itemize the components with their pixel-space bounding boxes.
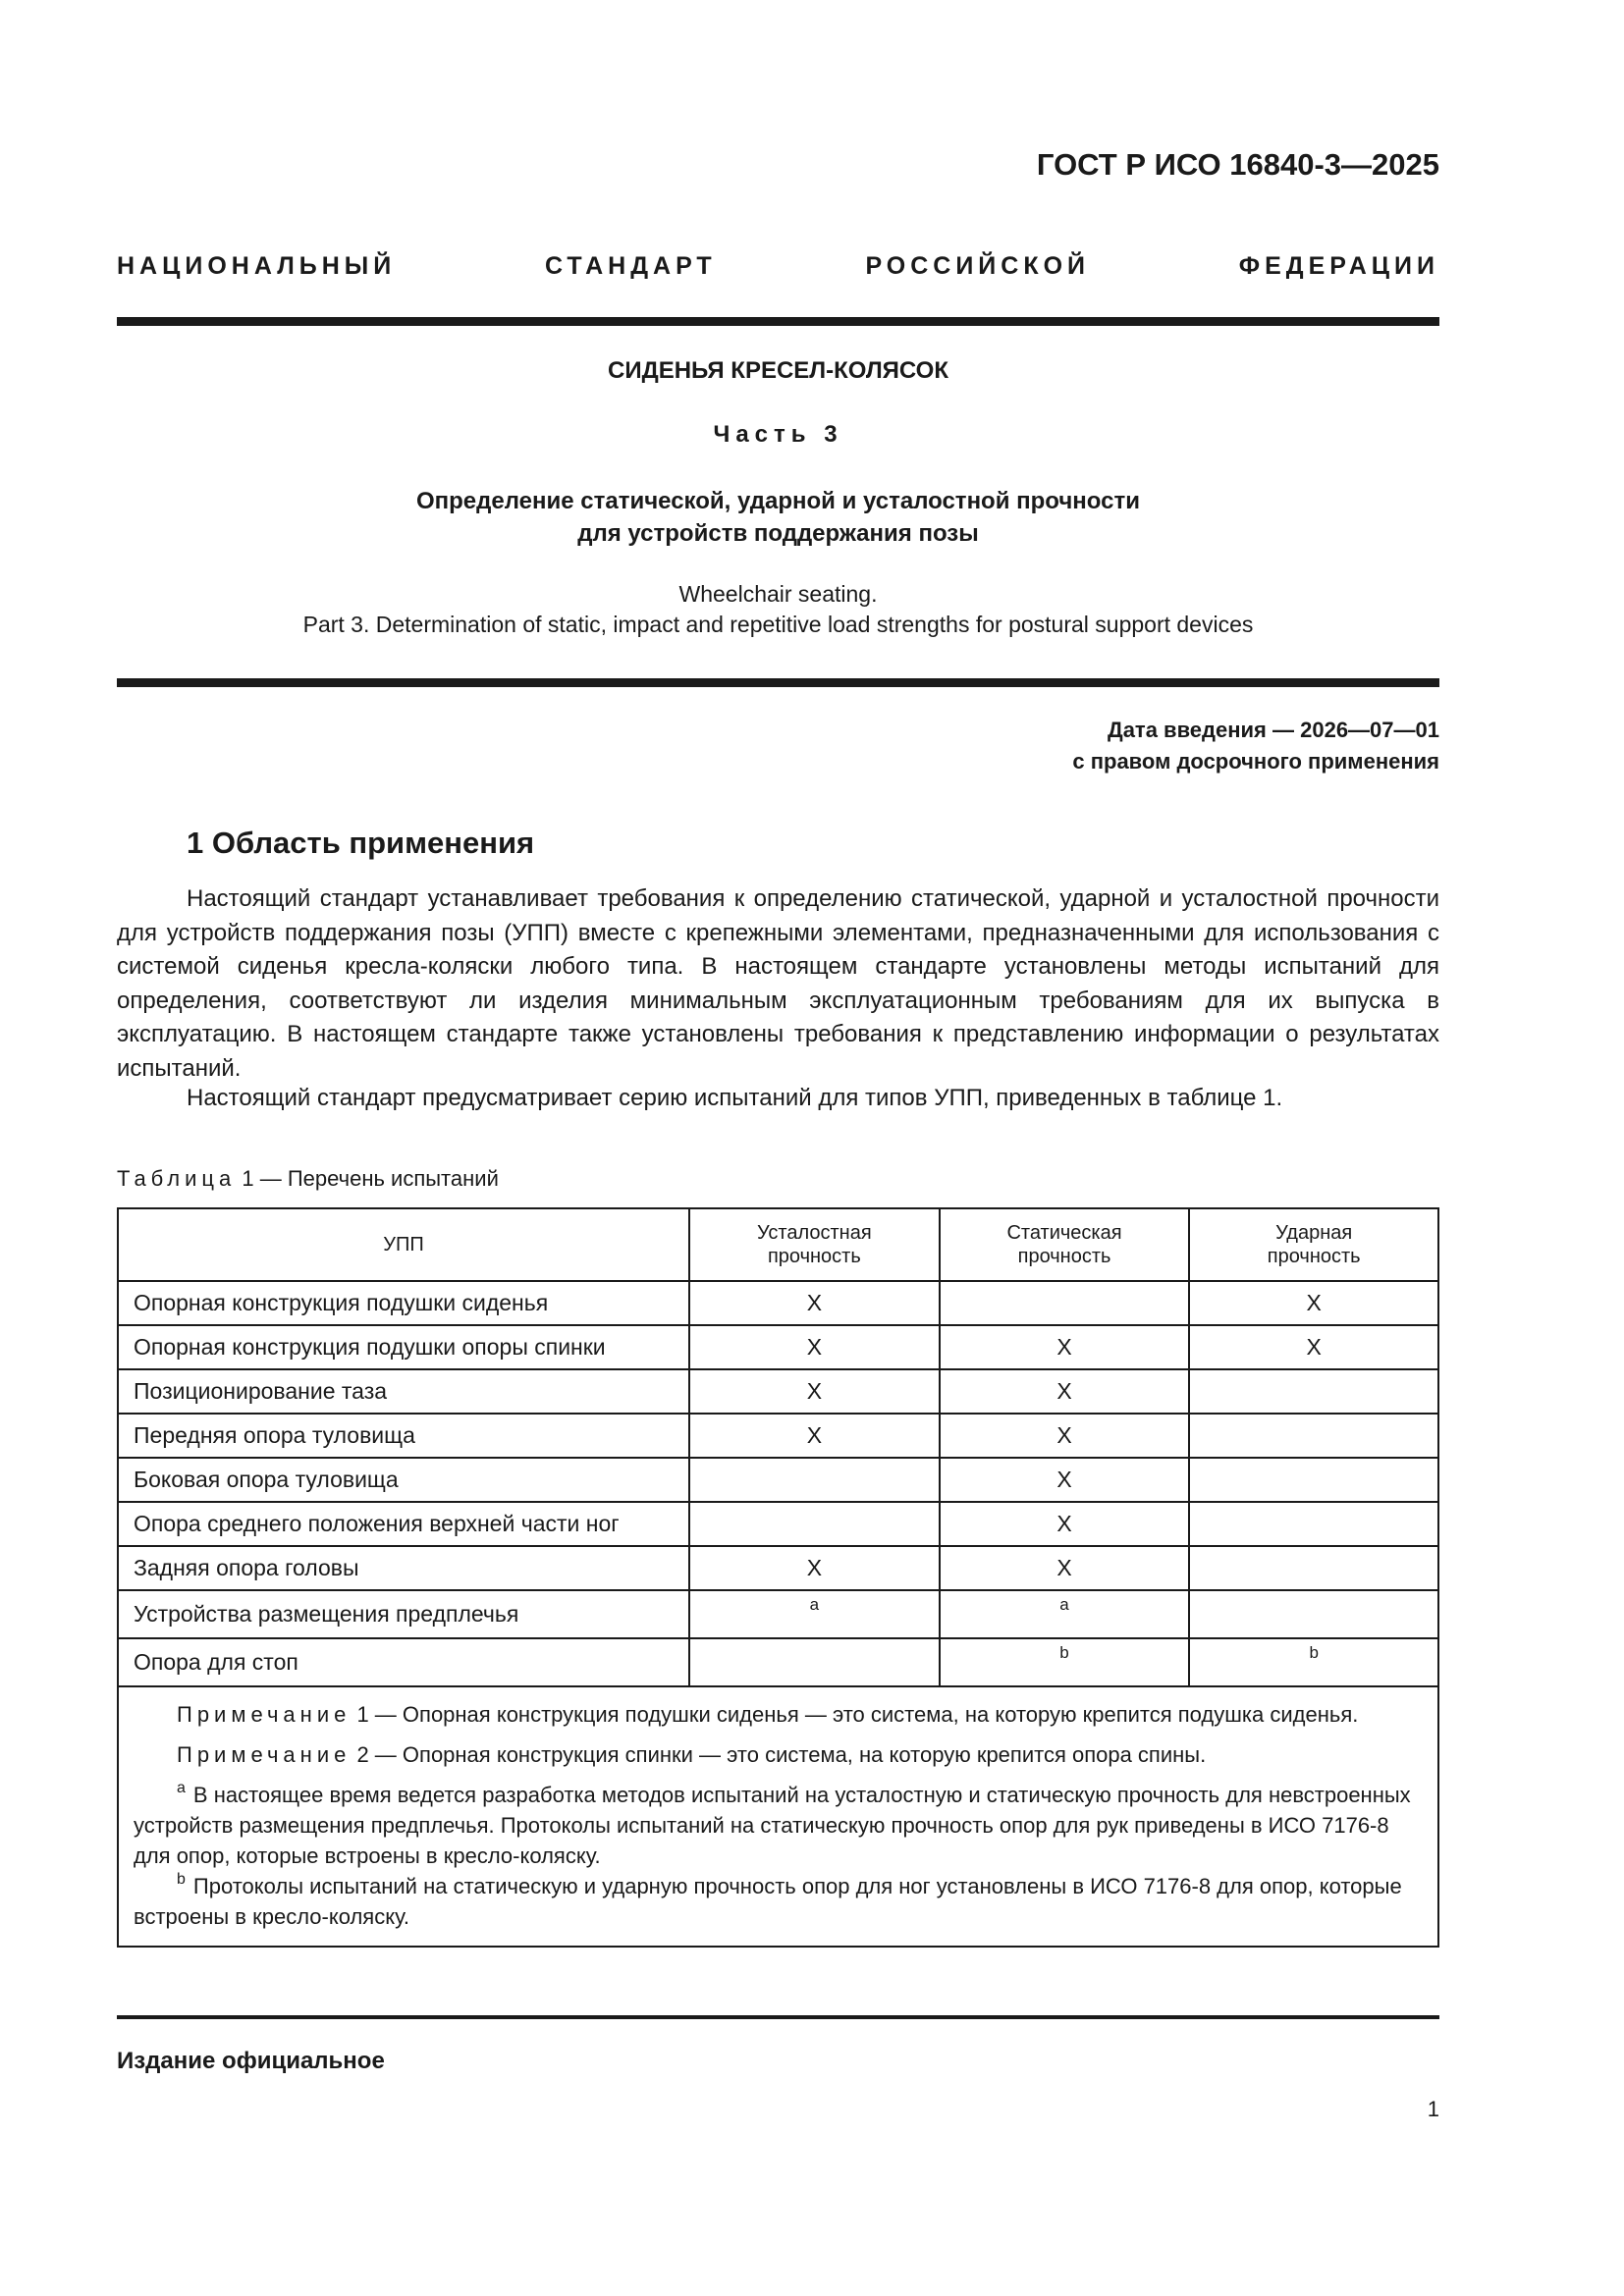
table-note-1-label: Примечание — [177, 1702, 352, 1727]
header-impact-text: Ударная прочность — [1267, 1222, 1361, 1267]
device-name: Опора для стоп — [118, 1638, 689, 1686]
fatigue-mark — [689, 1502, 940, 1546]
device-name: Задняя опора головы — [118, 1546, 689, 1590]
footnote-b-mark: b — [177, 1871, 186, 1888]
static-footnote-mark: a — [940, 1590, 1190, 1638]
title-divider — [117, 678, 1439, 687]
document-code: ГОСТ Р ИСО 16840-3—2025 — [1036, 147, 1439, 182]
table-notes — [118, 1686, 1438, 1947]
table-caption — [117, 1166, 499, 1192]
impact-mark — [1189, 1414, 1438, 1458]
table-note-1 — [134, 1699, 1423, 1730]
document-subtitle — [117, 485, 1439, 550]
table-note-2-label: Примечание — [177, 1742, 352, 1767]
device-name: Боковая опора туловища — [118, 1458, 689, 1502]
table-caption-text: 1 — Перечень испытаний — [236, 1166, 499, 1191]
fatigue-mark: X — [689, 1414, 940, 1458]
table-row — [118, 1458, 1438, 1502]
header-impact — [1189, 1208, 1438, 1281]
table-row — [118, 1414, 1438, 1458]
document-title: СИДЕНЬЯ КРЕСЕЛ-КОЛЯСОК — [608, 357, 948, 384]
english-title-line-1: Wheelchair seating. — [678, 581, 878, 607]
fatigue-mark: X — [689, 1281, 940, 1325]
table-header-row — [118, 1208, 1438, 1281]
static-mark: X — [940, 1414, 1190, 1458]
table-row — [118, 1369, 1438, 1414]
table-row — [118, 1325, 1438, 1369]
tests-table — [117, 1207, 1439, 1948]
fatigue-mark: X — [689, 1546, 940, 1590]
device-name: Опора среднего положения верхней части ног — [118, 1502, 689, 1546]
top-divider — [117, 317, 1439, 326]
footnote-a-mark: a — [177, 1780, 186, 1796]
static-mark: X — [940, 1502, 1190, 1546]
document-part: Часть 3 — [713, 421, 843, 448]
impact-footnote-mark — [1189, 1590, 1438, 1638]
device-name: Передняя опора туловища — [118, 1414, 689, 1458]
introduction-date: Дата введения — 2026—07—01 — [1108, 718, 1439, 742]
standard-banner: НАЦИОНАЛЬНЫЙ СТАНДАРТ РОССИЙСКОЙ ФЕДЕРАЦИИ — [117, 252, 1439, 280]
section-heading: 1 Область применения — [187, 826, 535, 860]
table-note-1-text: 1 — Опорная конструкция подушки сиденья — это система, на которую крепится подушка сиденья. — [351, 1702, 1359, 1727]
subtitle-line-1: Определение статической, ударной и усталостной прочности — [415, 488, 1140, 514]
header-static-text: Статическая прочность — [1006, 1222, 1122, 1267]
static-mark: X — [940, 1369, 1190, 1414]
impact-footnote-mark: b — [1189, 1638, 1438, 1686]
scope-paragraph-2 — [117, 1082, 1439, 1116]
fatigue-footnote-mark — [689, 1638, 940, 1686]
table-footnote-b — [134, 1871, 1423, 1932]
table-notes-row — [118, 1686, 1438, 1947]
impact-mark — [1189, 1502, 1438, 1546]
static-mark: X — [940, 1325, 1190, 1369]
introduction-date-block — [1072, 715, 1439, 777]
scope-paragraph-1-text: Настоящий стандарт устанавливает требования к определению статической, ударной и усталостной прочности для устройств поддержания позы (УПП) вместе с крепежными элементами, предназначенными для использования с системой сиденья кресла-коляски любого типа. В настоящем стандарте установлены методы испытаний для определения, соответствуют ли изделия минимальным эксплуатационным требованиям для их выпуска в эксплуатацию. В настоящем стандарте также установлены требования к представлению информации о результатах испытаний. — [117, 885, 1439, 1082]
page-number: 1 — [1427, 2097, 1439, 2121]
english-title-line-2: Part 3. Determination of static, impact and repetitive load strengths for postural support devices — [302, 612, 1254, 637]
table-row — [118, 1590, 1438, 1638]
header-static — [940, 1208, 1190, 1281]
subtitle-line-2: для устройств поддержания позы — [577, 520, 979, 547]
device-name: Устройства размещения предплечья — [118, 1590, 689, 1638]
official-edition-label: Издание официальное — [117, 2048, 385, 2074]
scope-paragraph-1 — [117, 882, 1439, 1086]
early-application-note: с правом досрочного применения — [1072, 749, 1439, 774]
table-row — [118, 1638, 1438, 1686]
impact-mark: X — [1189, 1281, 1438, 1325]
impact-mark: X — [1189, 1325, 1438, 1369]
device-name: Опорная конструкция подушки сиденья — [118, 1281, 689, 1325]
table-caption-label: Таблица — [117, 1166, 237, 1191]
static-mark — [940, 1281, 1190, 1325]
header-fatigue — [689, 1208, 940, 1281]
impact-mark — [1189, 1546, 1438, 1590]
english-title — [117, 579, 1439, 640]
static-mark: X — [940, 1458, 1190, 1502]
impact-mark — [1189, 1458, 1438, 1502]
device-name: Опорная конструкция подушки опоры спинки — [118, 1325, 689, 1369]
fatigue-footnote-mark: a — [689, 1590, 940, 1638]
table-row — [118, 1546, 1438, 1590]
table-footnote-a — [134, 1780, 1423, 1871]
fatigue-mark: X — [689, 1325, 940, 1369]
table-note-2-text: 2 — Опорная конструкция спинки — это система, на которую крепится опора спины. — [351, 1742, 1207, 1767]
fatigue-mark — [689, 1458, 940, 1502]
static-footnote-mark: b — [940, 1638, 1190, 1686]
impact-mark — [1189, 1369, 1438, 1414]
footnote-b-text: Протоколы испытаний на статическую и ударную прочность опор для ног установлены в ИСО 7176-8 для опор, которые встроены в кресло-коляску. — [134, 1874, 1402, 1929]
scope-paragraph-2-text: Настоящий стандарт предусматривает серию испытаний для типов УПП, приведенных в таблице 1. — [187, 1085, 1283, 1111]
table-row — [118, 1281, 1438, 1325]
header-fatigue-text: Усталостная прочность — [757, 1222, 872, 1267]
header-device: УПП — [118, 1208, 689, 1281]
static-mark: X — [940, 1546, 1190, 1590]
footer-divider — [117, 2015, 1439, 2019]
table-note-2 — [134, 1739, 1423, 1770]
table-row — [118, 1502, 1438, 1546]
footnote-a-text: В настоящее время ведется разработка методов испытаний на усталостную и статическую прочность для невстроенных устройств размещения предплечья. Протоколы испытаний на статическую прочность опор для рук приведены в ИСО 7176-8 для опор, которые встроены в кресло-коляску. — [134, 1783, 1411, 1868]
fatigue-mark: X — [689, 1369, 940, 1414]
device-name: Позиционирование таза — [118, 1369, 689, 1414]
